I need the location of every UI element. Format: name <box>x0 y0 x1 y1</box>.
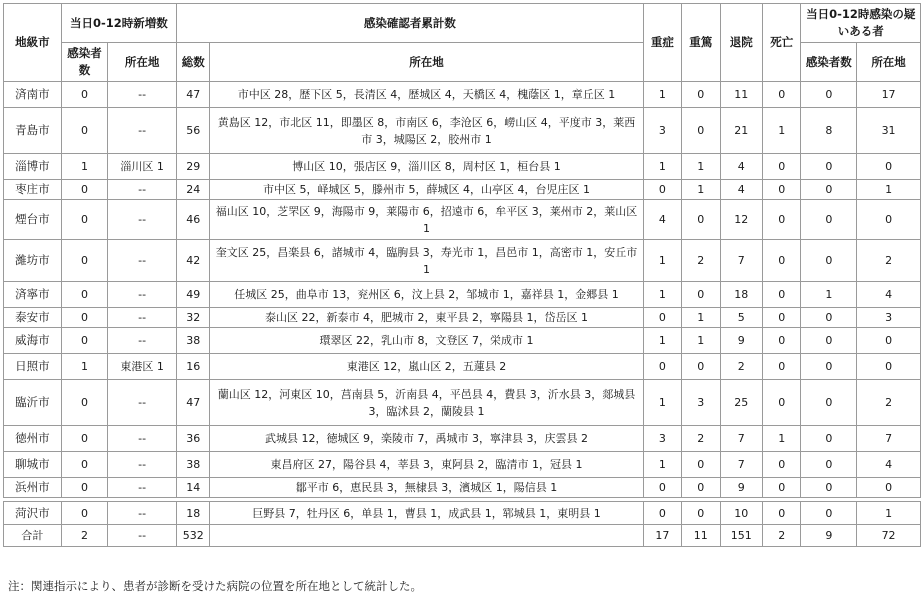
city-name: 濰坊市 <box>4 240 62 282</box>
susp-count: 0 <box>801 478 857 498</box>
susp-count: 0 <box>801 308 857 328</box>
susp-count: 0 <box>801 82 857 108</box>
death: 0 <box>763 180 801 200</box>
new-location: -- <box>108 380 177 426</box>
table-header <box>4 4 921 82</box>
cum-total: 38 <box>177 328 210 354</box>
severe: 3 <box>643 108 681 154</box>
table-row <box>4 154 921 180</box>
header-discharged: 退院 <box>720 4 763 82</box>
cum-location: 武城县 12，徳城区 9，楽陵市 7，禹城市 3，寧津县 3，庆雲县 2 <box>210 426 643 452</box>
cum-total: 18 <box>177 502 210 525</box>
susp-count: 0 <box>801 200 857 240</box>
severe: 1 <box>643 154 681 180</box>
new-location: -- <box>108 82 177 108</box>
cum-location: 環翠区 22，乳山市 8，文登区 7，栄成市 1 <box>210 328 643 354</box>
severe: 4 <box>643 200 681 240</box>
discharged: 4 <box>720 180 763 200</box>
severe: 0 <box>643 308 681 328</box>
discharged: 5 <box>720 308 763 328</box>
susp-count: 1 <box>801 282 857 308</box>
table-row <box>4 180 921 200</box>
table-row <box>4 240 921 282</box>
table-body <box>4 82 921 547</box>
susp-location: 31 <box>857 108 921 154</box>
city-name: 煙台市 <box>4 200 62 240</box>
severe: 1 <box>643 452 681 478</box>
critical: 2 <box>682 240 720 282</box>
critical: 0 <box>682 82 720 108</box>
death: 0 <box>763 354 801 380</box>
discharged: 21 <box>720 108 763 154</box>
cum-location: 泰山区 22，新泰市 4，肥城市 2，東平县 2，寧陽县 1，岱岳区 1 <box>210 308 643 328</box>
cum-location: 鄒平市 6，恵民县 3，無棣县 3，濱城区 1，陽信县 1 <box>210 478 643 498</box>
header-new-cases: 感染者数 <box>61 43 108 82</box>
cum-total: 29 <box>177 154 210 180</box>
discharged: 11 <box>720 82 763 108</box>
susp-count: 0 <box>801 328 857 354</box>
new-cases: 0 <box>61 308 108 328</box>
severe: 0 <box>643 502 681 525</box>
susp-count: 8 <box>801 108 857 154</box>
city-name: 威海市 <box>4 328 62 354</box>
cum-total: 24 <box>177 180 210 200</box>
susp-location: 2 <box>857 240 921 282</box>
death: 0 <box>763 308 801 328</box>
death: 0 <box>763 282 801 308</box>
critical: 0 <box>682 502 720 525</box>
new-cases: 0 <box>61 108 108 154</box>
header-susp-count: 感染者数 <box>801 43 857 82</box>
discharged: 7 <box>720 452 763 478</box>
header-susp-location: 所在地 <box>857 43 921 82</box>
table-row <box>4 308 921 328</box>
discharged: 9 <box>720 328 763 354</box>
cum-location: 東昌府区 27，陽谷县 4，莘县 3，東阿县 2，臨清市 1，冠县 1 <box>210 452 643 478</box>
total-row <box>4 525 921 547</box>
city-name: 済寧市 <box>4 282 62 308</box>
death: 0 <box>763 502 801 525</box>
discharged: 12 <box>720 200 763 240</box>
critical: 3 <box>682 380 720 426</box>
susp-location: 0 <box>857 200 921 240</box>
new-cases: 0 <box>61 502 108 525</box>
new-location: -- <box>108 200 177 240</box>
severe: 1 <box>643 282 681 308</box>
header-critical: 重篤 <box>682 4 720 82</box>
critical: 1 <box>682 180 720 200</box>
cum-total: 46 <box>177 200 210 240</box>
susp-location: 2 <box>857 380 921 426</box>
discharged: 4 <box>720 154 763 180</box>
severe: 3 <box>643 426 681 452</box>
death: 0 <box>763 380 801 426</box>
severe: 1 <box>643 82 681 108</box>
cum-total: 16 <box>177 354 210 380</box>
susp-location: 0 <box>857 478 921 498</box>
susp-location: 17 <box>857 82 921 108</box>
severe: 0 <box>643 354 681 380</box>
header-cum-group: 感染確認者累計数 <box>177 4 644 43</box>
susp-location: 3 <box>857 308 921 328</box>
susp-count: 0 <box>801 502 857 525</box>
cum-total: 32 <box>177 308 210 328</box>
covid-stats-table <box>3 3 921 547</box>
new-location: -- <box>108 240 177 282</box>
cum-location: 市中区 28，歴下区 5，長清区 4，歴城区 4，天橋区 4，槐蔭区 1，章丘区 1 <box>210 82 643 108</box>
cum-location: 福山区 10，芝罘区 9，海陽市 9，莱陽市 6，招遠市 6，牟平区 3，莱州市 2，莱山区 1 <box>210 200 643 240</box>
critical: 0 <box>682 282 720 308</box>
death: 1 <box>763 426 801 452</box>
cum-total: 14 <box>177 478 210 498</box>
total-death: 2 <box>763 525 801 547</box>
header-city: 地級市 <box>4 4 62 82</box>
city-name: 淄博市 <box>4 154 62 180</box>
discharged: 7 <box>720 240 763 282</box>
city-name: 浜州市 <box>4 478 62 498</box>
total-discharged: 151 <box>720 525 763 547</box>
new-location: -- <box>108 478 177 498</box>
total-susp-location: 72 <box>857 525 921 547</box>
critical: 0 <box>682 108 720 154</box>
header-cum-location: 所在地 <box>210 43 643 82</box>
total-cum-total: 532 <box>177 525 210 547</box>
susp-location: 0 <box>857 154 921 180</box>
susp-location: 4 <box>857 282 921 308</box>
header-cum-total: 総数 <box>177 43 210 82</box>
new-location: 東港区 1 <box>108 354 177 380</box>
new-cases: 0 <box>61 478 108 498</box>
cum-total: 49 <box>177 282 210 308</box>
death: 0 <box>763 240 801 282</box>
discharged: 25 <box>720 380 763 426</box>
death: 0 <box>763 452 801 478</box>
critical: 1 <box>682 308 720 328</box>
cum-total: 36 <box>177 426 210 452</box>
table-row <box>4 82 921 108</box>
total-critical: 11 <box>682 525 720 547</box>
cum-location: 東港区 12，嵐山区 2，五蓮县 2 <box>210 354 643 380</box>
city-name: 枣庄市 <box>4 180 62 200</box>
critical: 0 <box>682 478 720 498</box>
table-row <box>4 108 921 154</box>
cum-location: 巨野县 7，牡丹区 6，单县 1，曹县 1，成武县 1，郓城县 1，東明县 1 <box>210 502 643 525</box>
total-severe: 17 <box>643 525 681 547</box>
susp-location: 4 <box>857 452 921 478</box>
table-row <box>4 452 921 478</box>
table-row <box>4 282 921 308</box>
total-new-cases: 2 <box>61 525 108 547</box>
cum-location: 蘭山区 12，河東区 10，莒南县 5，沂南县 4，平邑县 4，費县 3，沂水县 3，郯城县 3，臨沭县 2，蘭陵县 1 <box>210 380 643 426</box>
critical: 1 <box>682 328 720 354</box>
death: 0 <box>763 154 801 180</box>
susp-location: 0 <box>857 354 921 380</box>
severe: 1 <box>643 240 681 282</box>
new-location: -- <box>108 328 177 354</box>
city-name: 泰安市 <box>4 308 62 328</box>
cum-total: 56 <box>177 108 210 154</box>
table-row <box>4 502 921 525</box>
new-cases: 0 <box>61 200 108 240</box>
critical: 0 <box>682 452 720 478</box>
table-row <box>4 200 921 240</box>
death: 0 <box>763 200 801 240</box>
header-death: 死亡 <box>763 4 801 82</box>
new-cases: 0 <box>61 380 108 426</box>
cum-location: 博山区 10，張店区 9，淄川区 8，周村区 1，桓台县 1 <box>210 154 643 180</box>
new-cases: 0 <box>61 426 108 452</box>
city-name: 菏沢市 <box>4 502 62 525</box>
table-row <box>4 478 921 498</box>
susp-count: 0 <box>801 240 857 282</box>
discharged: 2 <box>720 354 763 380</box>
new-cases: 0 <box>61 282 108 308</box>
discharged: 18 <box>720 282 763 308</box>
new-cases: 0 <box>61 180 108 200</box>
city-name: 聊城市 <box>4 452 62 478</box>
city-name: 徳州市 <box>4 426 62 452</box>
critical: 0 <box>682 354 720 380</box>
new-location: -- <box>108 452 177 478</box>
header-new-group: 当日0-12時新増数 <box>61 4 176 43</box>
total-new-location: -- <box>108 525 177 547</box>
new-cases: 0 <box>61 452 108 478</box>
death: 1 <box>763 108 801 154</box>
table-row <box>4 380 921 426</box>
cum-total: 47 <box>177 380 210 426</box>
critical: 0 <box>682 200 720 240</box>
total-city-name: 合計 <box>4 525 62 547</box>
new-cases: 0 <box>61 328 108 354</box>
critical: 1 <box>682 154 720 180</box>
cum-location: 市中区 5，峄城区 5，滕州市 5，薛城区 4，山亭区 4，台児庄区 1 <box>210 180 643 200</box>
new-location: -- <box>108 180 177 200</box>
city-name: 日照市 <box>4 354 62 380</box>
header-susp-group: 当日0-12時感染の疑いある者 <box>801 4 921 43</box>
cum-location: 任城区 25，曲阜市 13，兖州区 6，汶上县 2，邹城市 1，嘉祥县 1，金郷县 1 <box>210 282 643 308</box>
death: 0 <box>763 82 801 108</box>
cum-total: 42 <box>177 240 210 282</box>
susp-count: 0 <box>801 380 857 426</box>
susp-count: 0 <box>801 154 857 180</box>
total-location-empty <box>210 525 643 547</box>
susp-count: 0 <box>801 452 857 478</box>
new-location: -- <box>108 282 177 308</box>
critical: 2 <box>682 426 720 452</box>
cum-total: 47 <box>177 82 210 108</box>
city-name: 済南市 <box>4 82 62 108</box>
table-row <box>4 426 921 452</box>
table-row <box>4 354 921 380</box>
susp-location: 1 <box>857 180 921 200</box>
susp-count: 0 <box>801 354 857 380</box>
new-cases: 0 <box>61 240 108 282</box>
header-new-location: 所在地 <box>108 43 177 82</box>
new-location: -- <box>108 108 177 154</box>
susp-location: 0 <box>857 328 921 354</box>
new-location: -- <box>108 502 177 525</box>
new-location: -- <box>108 308 177 328</box>
susp-count: 0 <box>801 426 857 452</box>
footnote: 注：関連指示により、患者が診断を受けた病院の位置を所在地として統計した。 <box>8 579 422 593</box>
city-name: 臨沂市 <box>4 380 62 426</box>
death: 0 <box>763 328 801 354</box>
new-location: -- <box>108 426 177 452</box>
severe: 1 <box>643 380 681 426</box>
new-cases: 1 <box>61 354 108 380</box>
discharged: 7 <box>720 426 763 452</box>
new-location: 淄川区 1 <box>108 154 177 180</box>
total-susp-count: 9 <box>801 525 857 547</box>
cum-location: 黄島区 12，市北区 11，即墨区 8，市南区 6，李沧区 6，嶗山区 4，平度市 3，莱西市 3，城陽区 2，胶州市 1 <box>210 108 643 154</box>
city-name: 青島市 <box>4 108 62 154</box>
susp-location: 7 <box>857 426 921 452</box>
cum-total: 38 <box>177 452 210 478</box>
severe: 1 <box>643 328 681 354</box>
susp-location: 1 <box>857 502 921 525</box>
cum-location: 奎文区 25，昌楽县 6，諸城市 4，臨朐县 3，寿光市 1，昌邑市 1，高密市 1，安丘市 1 <box>210 240 643 282</box>
new-cases: 1 <box>61 154 108 180</box>
severe: 0 <box>643 180 681 200</box>
discharged: 10 <box>720 502 763 525</box>
death: 0 <box>763 478 801 498</box>
severe: 0 <box>643 478 681 498</box>
table-row <box>4 328 921 354</box>
new-cases: 0 <box>61 82 108 108</box>
susp-count: 0 <box>801 180 857 200</box>
header-severe: 重症 <box>643 4 681 82</box>
discharged: 9 <box>720 478 763 498</box>
